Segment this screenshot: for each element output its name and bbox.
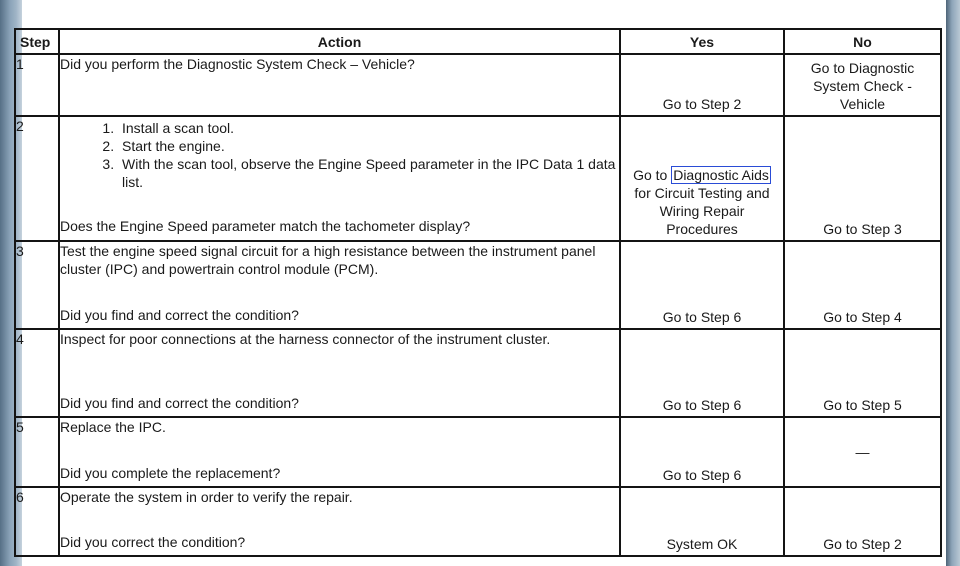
action-text: Test the engine speed signal circuit for a high resistance between the instrument panel cluster (IPC) and powertrain control module (PCM). <box>60 243 596 277</box>
table-row <box>15 487 941 556</box>
yes-text-line: Wiring Repair <box>659 203 745 219</box>
action-question: Did you find and correct the condition? <box>60 307 299 323</box>
yes-text: Go to Step 6 <box>662 397 742 413</box>
no-text-line: System Check - <box>813 78 912 94</box>
diagnostic-table <box>14 28 942 557</box>
table-row <box>15 54 941 116</box>
header-step: Step <box>15 29 59 54</box>
yes-cell <box>620 241 784 329</box>
no-text: Go to Step 4 <box>823 309 902 325</box>
table-header-row <box>15 29 941 54</box>
action-text: Did you perform the Diagnostic System Check – Vehicle? <box>60 56 415 72</box>
table-row <box>15 241 941 329</box>
yes-cell <box>620 417 784 487</box>
yes-cell <box>620 329 784 417</box>
header-action: Action <box>59 29 620 54</box>
no-text: — <box>855 444 870 460</box>
no-cell <box>784 329 941 417</box>
no-text: Go to Step 2 <box>823 536 902 552</box>
list-item: 1. Install a scan tool. <box>118 119 619 137</box>
window-frame-right <box>946 0 960 566</box>
table-row <box>15 329 941 417</box>
table-row <box>15 417 941 487</box>
action-text: Inspect for poor connections at the harness connector of the instrument cluster. <box>60 331 551 347</box>
no-cell <box>784 241 941 329</box>
yes-prefix: Go to <box>633 167 672 183</box>
action-cell <box>59 241 620 329</box>
action-step-list <box>60 117 619 191</box>
action-cell <box>59 116 620 241</box>
step-number: 1 <box>15 54 59 116</box>
no-cell <box>784 487 941 556</box>
action-text: Replace the IPC. <box>60 419 166 435</box>
step-number: 6 <box>15 487 59 556</box>
step-number: 2 <box>15 116 59 241</box>
action-question: Did you correct the condition? <box>60 534 246 550</box>
document-page <box>16 0 946 566</box>
header-no: No <box>784 29 941 54</box>
yes-cell <box>620 116 784 241</box>
diagnostic-aids-link[interactable]: Diagnostic Aids <box>673 167 769 183</box>
yes-text-line: Procedures <box>666 221 738 237</box>
step-number: 5 <box>15 417 59 487</box>
no-cell <box>784 417 941 487</box>
list-item: 2. Start the engine. <box>118 137 619 155</box>
action-question: Does the Engine Speed parameter match the tachometer display? <box>60 218 471 234</box>
no-cell <box>784 116 941 241</box>
no-cell <box>784 54 941 116</box>
yes-text: Go to Step 2 <box>662 96 742 112</box>
yes-text: Go to Step 6 <box>662 309 742 325</box>
action-cell <box>59 487 620 556</box>
step-number: 3 <box>15 241 59 329</box>
yes-text: Go to Step 6 <box>662 467 742 483</box>
no-text: Go to Step 3 <box>823 221 902 237</box>
yes-cell <box>620 54 784 116</box>
action-text: Operate the system in order to verify the repair. <box>60 489 353 505</box>
header-yes: Yes <box>620 29 784 54</box>
yes-text: System OK <box>666 536 738 552</box>
no-text-line: Go to Diagnostic <box>810 60 915 76</box>
action-cell <box>59 329 620 417</box>
action-question: Did you complete the replacement? <box>60 465 281 481</box>
table-row <box>15 116 941 241</box>
step-number: 4 <box>15 329 59 417</box>
action-cell <box>59 54 620 116</box>
yes-text-line <box>621 166 783 184</box>
yes-text-line: for Circuit Testing and <box>634 185 770 201</box>
yes-cell <box>620 487 784 556</box>
list-item: 3. With the scan tool, observe the Engine Speed parameter in the IPC Data 1 data list. <box>118 155 619 191</box>
action-cell <box>59 417 620 487</box>
no-text: Go to Step 5 <box>823 397 902 413</box>
no-text-line: Vehicle <box>839 96 886 112</box>
action-question: Did you find and correct the condition? <box>60 395 299 411</box>
